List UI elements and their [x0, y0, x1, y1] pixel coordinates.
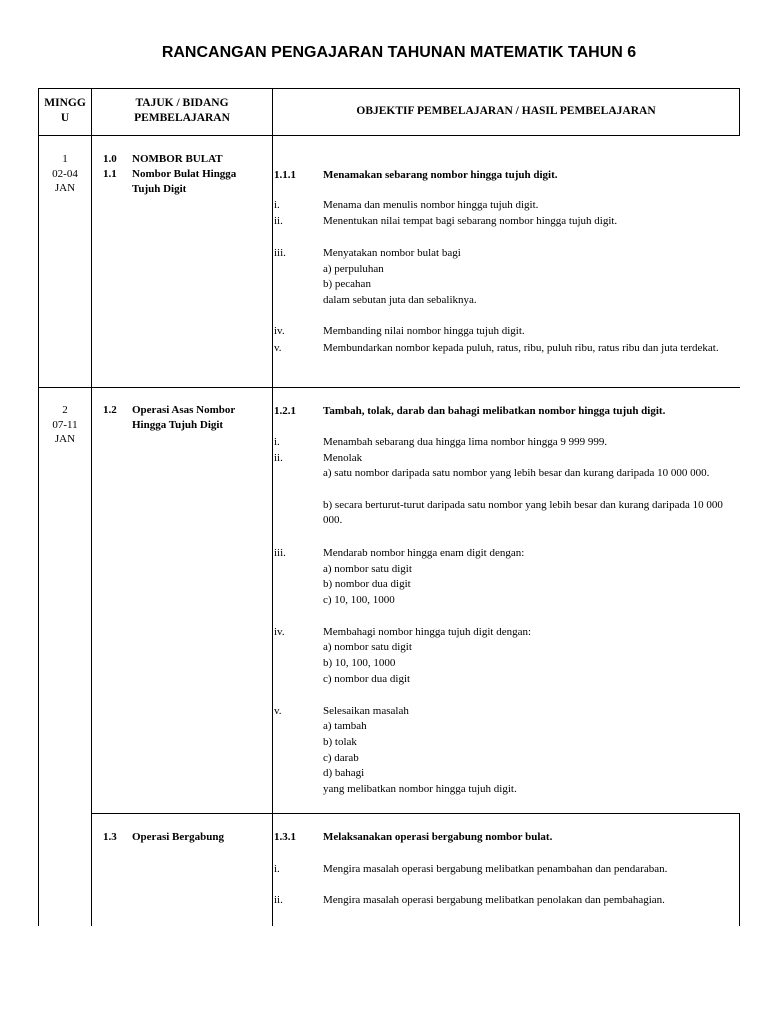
subtopic-title: Nombor Bulat Hingga Tujuh Digit: [132, 168, 237, 195]
week1-month: JAN: [54, 182, 76, 194]
item-text: Mengira masalah operasi bergabung melibatkan penambahan dan pendaraban.: [323, 863, 668, 875]
objective-title: Melaksanakan operasi bergabung nombor bulat.: [323, 831, 553, 843]
item-subtext: c) darab: [323, 752, 359, 764]
item-number: ii.: [274, 452, 283, 464]
item-text: Menama dan menulis nombor hingga tujuh digit.: [323, 199, 539, 211]
item-subtext: b) pecahan: [323, 278, 371, 290]
item-text: Membahagi nombor hingga tujuh digit dengan:: [323, 626, 532, 638]
item-subtext: a) nombor satu digit: [323, 641, 412, 653]
item-number: i.: [274, 436, 280, 448]
table-left-border: [38, 88, 39, 926]
item-subtext: c) nombor dua digit: [323, 673, 411, 685]
week1-dates: 02-04: [52, 168, 78, 180]
subtopic-number: 1.1: [103, 168, 117, 180]
section13-top-border: [91, 813, 740, 814]
item-subtext: b) nombor dua digit: [323, 578, 411, 590]
col-divider-2: [272, 88, 273, 926]
table-right-border: [739, 88, 740, 135]
topic-number: 1.0: [103, 153, 117, 165]
subtopic-number: 1.3: [103, 831, 117, 843]
week2-dates: 07-11: [52, 419, 78, 431]
week1-bottom-border: [38, 387, 740, 388]
item-subtext: a) perpuluhan: [323, 263, 384, 275]
item-number: iii.: [274, 247, 286, 259]
item-number: iv.: [274, 626, 285, 638]
item-subtext: b) secara berturut-turut daripada satu nombor yang lebih besar dan kurang daripada 10 000 000.: [323, 499, 723, 526]
topic-title: NOMBOR BULAT: [132, 153, 223, 165]
header-objektif: OBJEKTIF PEMBELAJARAN / HASIL PEMBELAJARAN: [356, 105, 656, 117]
objective-number: 1.3.1: [274, 831, 296, 843]
table-right-border-lower: [739, 813, 740, 926]
item-number: i.: [274, 863, 280, 875]
item-number: iii.: [274, 547, 286, 559]
header-minggu: MINGG U: [44, 97, 86, 124]
week1-number: 1: [62, 153, 68, 165]
item-subtext: d) bahagi: [323, 767, 365, 779]
item-text: Menambah sebarang dua hingga lima nombor hingga 9 999 999.: [323, 436, 608, 448]
week2-month: JAN: [54, 433, 76, 445]
col-divider-1: [91, 88, 92, 926]
item-text: Menyatakan nombor bulat bagi: [323, 247, 461, 259]
item-number: ii.: [274, 894, 283, 906]
header-bottom-border: [38, 135, 740, 136]
item-subtext: a) nombor satu digit: [323, 563, 412, 575]
table-top-border: [38, 88, 740, 89]
item-subtext: b) 10, 100, 1000: [323, 657, 396, 669]
item-number: ii.: [274, 215, 283, 227]
subtopic-title: Operasi Bergabung: [132, 831, 224, 843]
header-tajuk-line2: PEMBELAJARAN: [134, 112, 230, 124]
header-tajuk-line1: TAJUK / BIDANG: [135, 97, 229, 109]
item-text: Mendarab nombor hingga enam digit dengan:: [323, 547, 525, 559]
item-subtext: a) tambah: [323, 720, 367, 732]
item-number: iv.: [274, 325, 285, 337]
item-text: Mengira masalah operasi bergabung melibatkan penolakan dan pembahagian.: [323, 894, 665, 906]
item-subtext: c) 10, 100, 1000: [323, 594, 395, 606]
objective-title: Tambah, tolak, darab dan bahagi melibatkan nombor hingga tujuh digit.: [323, 405, 666, 417]
item-number: v.: [274, 342, 282, 354]
objective-number: 1.1.1: [274, 169, 296, 181]
item-subtext: b) tolak: [323, 736, 357, 748]
item-text: Membundarkan nombor kepada puluh, ratus, ribu, puluh ribu, ratus ribu dan juta terdekat.: [323, 342, 719, 354]
objective-title: Menamakan sebarang nombor hingga tujuh digit.: [323, 169, 558, 181]
week2-number: 2: [62, 404, 68, 416]
item-number: v.: [274, 705, 282, 717]
page-title: RANCANGAN PENGAJARAN TAHUNAN MATEMATIK TAHUN 6: [161, 44, 637, 61]
subtopic-number: 1.2: [103, 404, 117, 416]
item-text: Selesaikan masalah: [323, 705, 409, 717]
item-number: i.: [274, 199, 280, 211]
item-subtext: dalam sebutan juta dan sebaliknya.: [323, 294, 477, 306]
objective-number: 1.2.1: [274, 405, 296, 417]
item-subtext: yang melibatkan nombor hingga tujuh digit.: [323, 783, 517, 795]
subtopic-title: Operasi Asas Nombor Hingga Tujuh Digit: [132, 404, 236, 431]
item-text: Menentukan nilai tempat bagi sebarang nombor hingga tujuh digit.: [323, 215, 618, 227]
item-subtext: a) satu nombor daripada satu nombor yang lebih besar dan kurang daripada 10 000 000.: [323, 467, 710, 479]
item-text: Membanding nilai nombor hingga tujuh digit.: [323, 325, 525, 337]
item-text: Menolak: [323, 452, 363, 464]
